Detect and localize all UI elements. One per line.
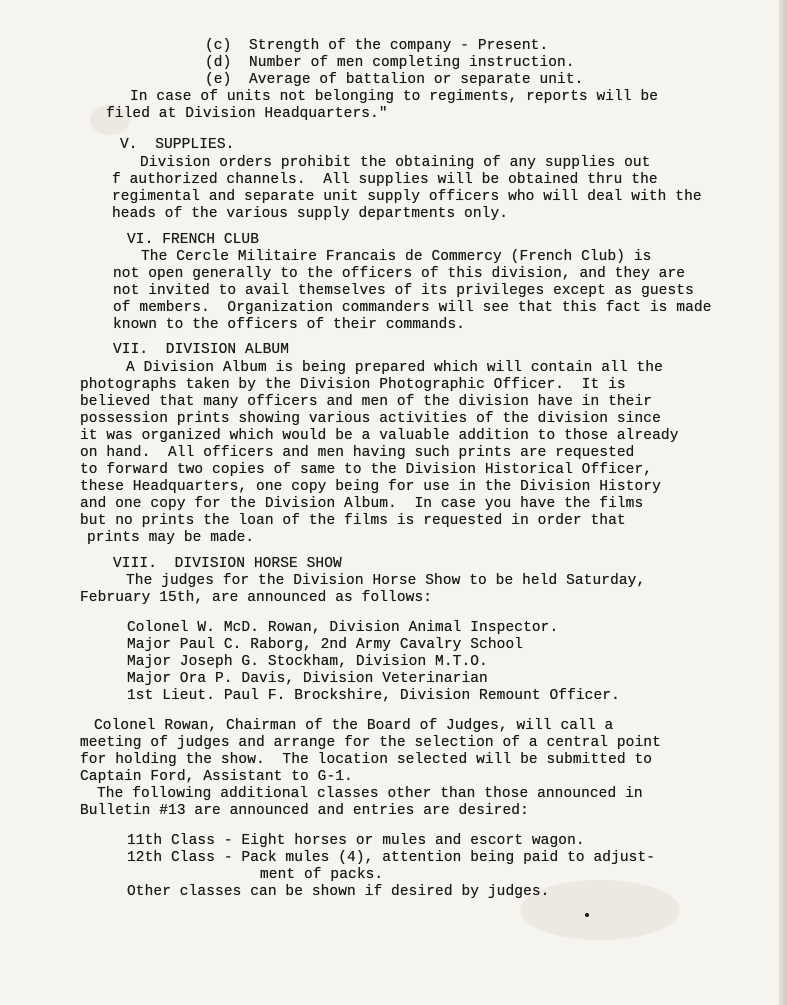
doc-line: known to the officers of their commands. xyxy=(113,317,466,333)
doc-line: photographs taken by the Division Photographic Officer. It is xyxy=(80,377,626,393)
doc-line: The judges for the Division Horse Show to be held Saturday, xyxy=(126,573,646,589)
doc-line: regimental and separate unit supply officers who will deal with the xyxy=(112,189,702,205)
doc-line: filed at Division Headquarters." xyxy=(106,106,388,122)
class-entry: 11th Class - Eight horses or mules and escort wagon. xyxy=(127,833,585,849)
doc-line: The following additional classes other than those announced in xyxy=(97,786,643,802)
doc-line: not invited to avail themselves of its privileges except as guests xyxy=(113,283,694,299)
doc-line: Other classes can be shown if desired by judges. xyxy=(127,884,550,900)
class-entry: 12th Class - Pack mules (4), attention being paid to adjust- xyxy=(127,850,656,866)
doc-line: Captain Ford, Assistant to G-1. xyxy=(80,769,353,785)
doc-line: but no prints the loan of the films is requested in order that xyxy=(80,513,626,529)
class-entry-continued: ment of packs. xyxy=(260,867,384,883)
doc-line: on hand. All officers and men having such prints are requested xyxy=(80,445,635,461)
doc-line: f authorized channels. All supplies will be obtained thru the xyxy=(112,172,658,188)
doc-line: prints may be made. xyxy=(87,530,255,546)
doc-line: Bulletin #13 are announced and entries are desired: xyxy=(80,803,529,819)
judge-entry: 1st Lieut. Paul F. Brockshire, Division Remount Officer. xyxy=(127,688,620,704)
page-end-mark xyxy=(585,913,589,917)
doc-line-c: (c) Strength of the company - Present. xyxy=(205,38,549,54)
doc-line: meeting of judges and arrange for the selection of a central point xyxy=(80,735,661,751)
section-heading-supplies: V. SUPPLIES. xyxy=(120,137,235,153)
doc-line: In case of units not belonging to regiments, reports will be xyxy=(130,89,659,105)
doc-line: Colonel Rowan, Chairman of the Board of Judges, will call a xyxy=(94,718,614,734)
judge-entry: Colonel W. McD. Rowan, Division Animal Inspector. xyxy=(127,620,559,636)
doc-line: and one copy for the Division Album. In case you have the films xyxy=(80,496,644,512)
judge-entry: Major Ora P. Davis, Division Veterinarian xyxy=(127,671,488,687)
doc-line: A Division Album is being prepared which will contain all the xyxy=(126,360,663,376)
doc-line: February 15th, are announced as follows: xyxy=(80,590,433,606)
doc-line: not open generally to the officers of this division, and they are xyxy=(113,266,686,282)
doc-line: possession prints showing various activities of the division since xyxy=(80,411,661,427)
doc-line: these Headquarters, one copy being for use in the Division History xyxy=(80,479,661,495)
doc-line: The Cercle Militaire Francais de Commercy (French Club) is xyxy=(141,249,652,265)
judge-entry: Major Joseph G. Stockham, Division M.T.O. xyxy=(127,654,488,670)
doc-line: it was organized which would be a valuable addition to those already xyxy=(80,428,679,444)
section-heading-french-club: VI. FRENCH CLUB xyxy=(127,232,260,248)
section-heading-division-album: VII. DIVISION ALBUM xyxy=(113,342,290,358)
doc-line: heads of the various supply departments only. xyxy=(112,206,509,222)
doc-line: to forward two copies of same to the Division Historical Officer, xyxy=(80,462,653,478)
judge-entry: Major Paul C. Raborg, 2nd Army Cavalry School xyxy=(127,637,524,653)
doc-line-e: (e) Average of battalion or separate unit. xyxy=(205,72,584,88)
doc-line: for holding the show. The location selected will be submitted to xyxy=(80,752,653,768)
doc-line: of members. Organization commanders will see that this fact is made xyxy=(113,300,712,316)
section-heading-horse-show: VIII. DIVISION HORSE SHOW xyxy=(113,556,342,572)
doc-line-d: (d) Number of men completing instruction. xyxy=(205,55,575,71)
doc-line: believed that many officers and men of the division have in their xyxy=(80,394,653,410)
doc-line: Division orders prohibit the obtaining of any supplies out xyxy=(140,155,651,171)
